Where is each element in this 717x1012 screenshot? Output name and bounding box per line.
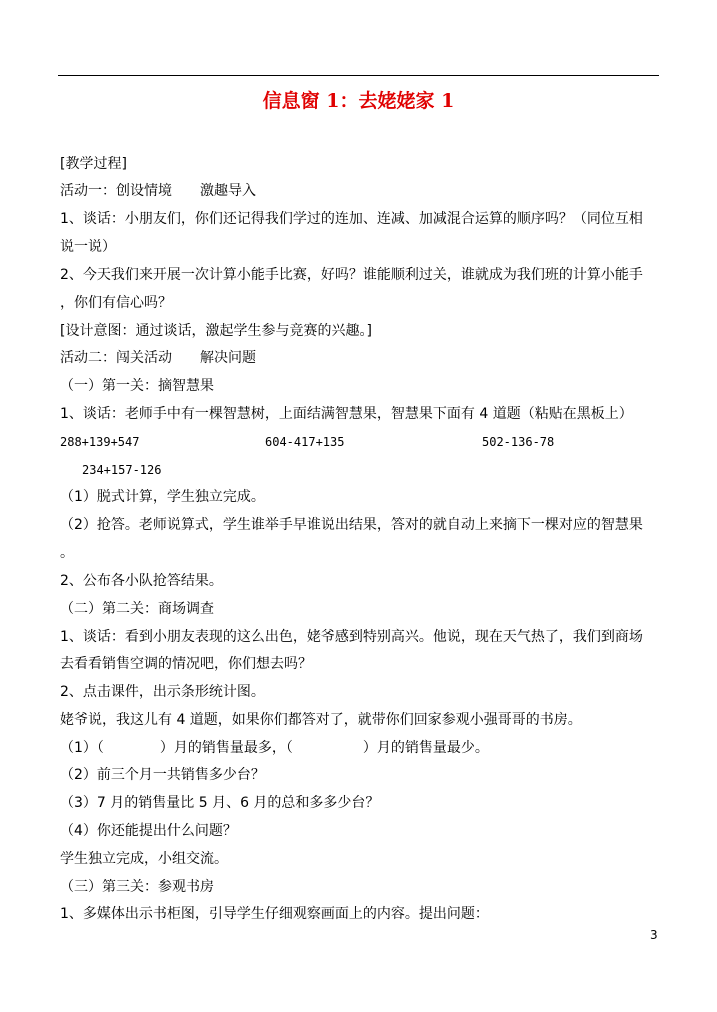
text-line: 1、谈话：看到小朋友表现的这么出色，姥爷感到特别高兴。他说，现在天气热了，我们到商场: [60, 629, 643, 645]
text-line: 2、今天我们来开展一次计算小能手比赛，好吗？谁能顺利过关，谁就成为我们班的计算小能手: [60, 267, 643, 283]
text-line: （二）第二关：商场调查: [60, 601, 214, 617]
text-line: 活动一：创设情境 激趣导入: [60, 183, 256, 199]
text-line: 2、点击课件，出示条形统计图。: [60, 684, 265, 700]
text-line: 说一说）: [60, 239, 116, 255]
text-line: 活动二：闯关活动 解决问题: [60, 350, 256, 366]
header-rule: [58, 75, 659, 76]
text-line: （1）（ ）月的销售量最多，（ ）月的销售量最少。: [60, 740, 489, 756]
exercise-1: 288+139+547: [60, 435, 140, 449]
text-line: （2）前三个月一共销售多少台？: [60, 767, 265, 783]
text-line: （3）7 月的销售量比 5 月、6 月的总和多多少台？: [60, 795, 380, 811]
text-line: （一）第一关：摘智慧果: [60, 378, 214, 394]
text-line: 学生独立完成，小组交流。: [60, 851, 228, 867]
text-line: [教学过程]: [60, 156, 127, 172]
exercise-2: 604-417+135: [265, 435, 345, 449]
text-line: 1、谈话：小朋友们，你们还记得我们学过的连加、连减、加减混合运算的顺序吗？（同位互相: [60, 211, 643, 227]
text-line: ，你们有信心吗？: [60, 295, 172, 311]
text-line: 2、公布各小队抢答结果。: [60, 573, 223, 589]
text-line: [设计意图：通过谈话，激起学生参与竞赛的兴趣。]: [60, 323, 372, 339]
text-line: 。: [60, 545, 74, 561]
exercise-4: 234+157-126: [82, 463, 162, 477]
text-line: 1、多媒体出示书柜图，引导学生仔细观察画面上的内容。提出问题：: [60, 906, 489, 922]
text-line: （三）第三关：参观书房: [60, 879, 214, 895]
page-title: 信息窗 1：去姥姥家 1: [262, 90, 455, 112]
text-line: 1、谈话：老师手中有一棵智慧树，上面结满智慧果，智慧果下面有 4 道题（粘贴在黑板上）: [60, 406, 633, 422]
text-line: 去看看销售空调的情况吧，你们想去吗？: [60, 656, 312, 672]
text-line: （2）抢答。老师说算式，学生谁举手早谁说出结果，答对的就自动上来摘下一棵对应的智慧果: [60, 517, 643, 533]
text-line: （1）脱式计算，学生独立完成。: [60, 489, 265, 505]
text-line: 姥爷说，我这儿有 4 道题，如果你们都答对了，就带你们回家参观小强哥哥的书房。: [60, 712, 582, 728]
page-number: 3: [650, 928, 658, 942]
text-line: （4）你还能提出什么问题？: [60, 823, 237, 839]
exercise-3: 502-136-78: [482, 435, 555, 449]
